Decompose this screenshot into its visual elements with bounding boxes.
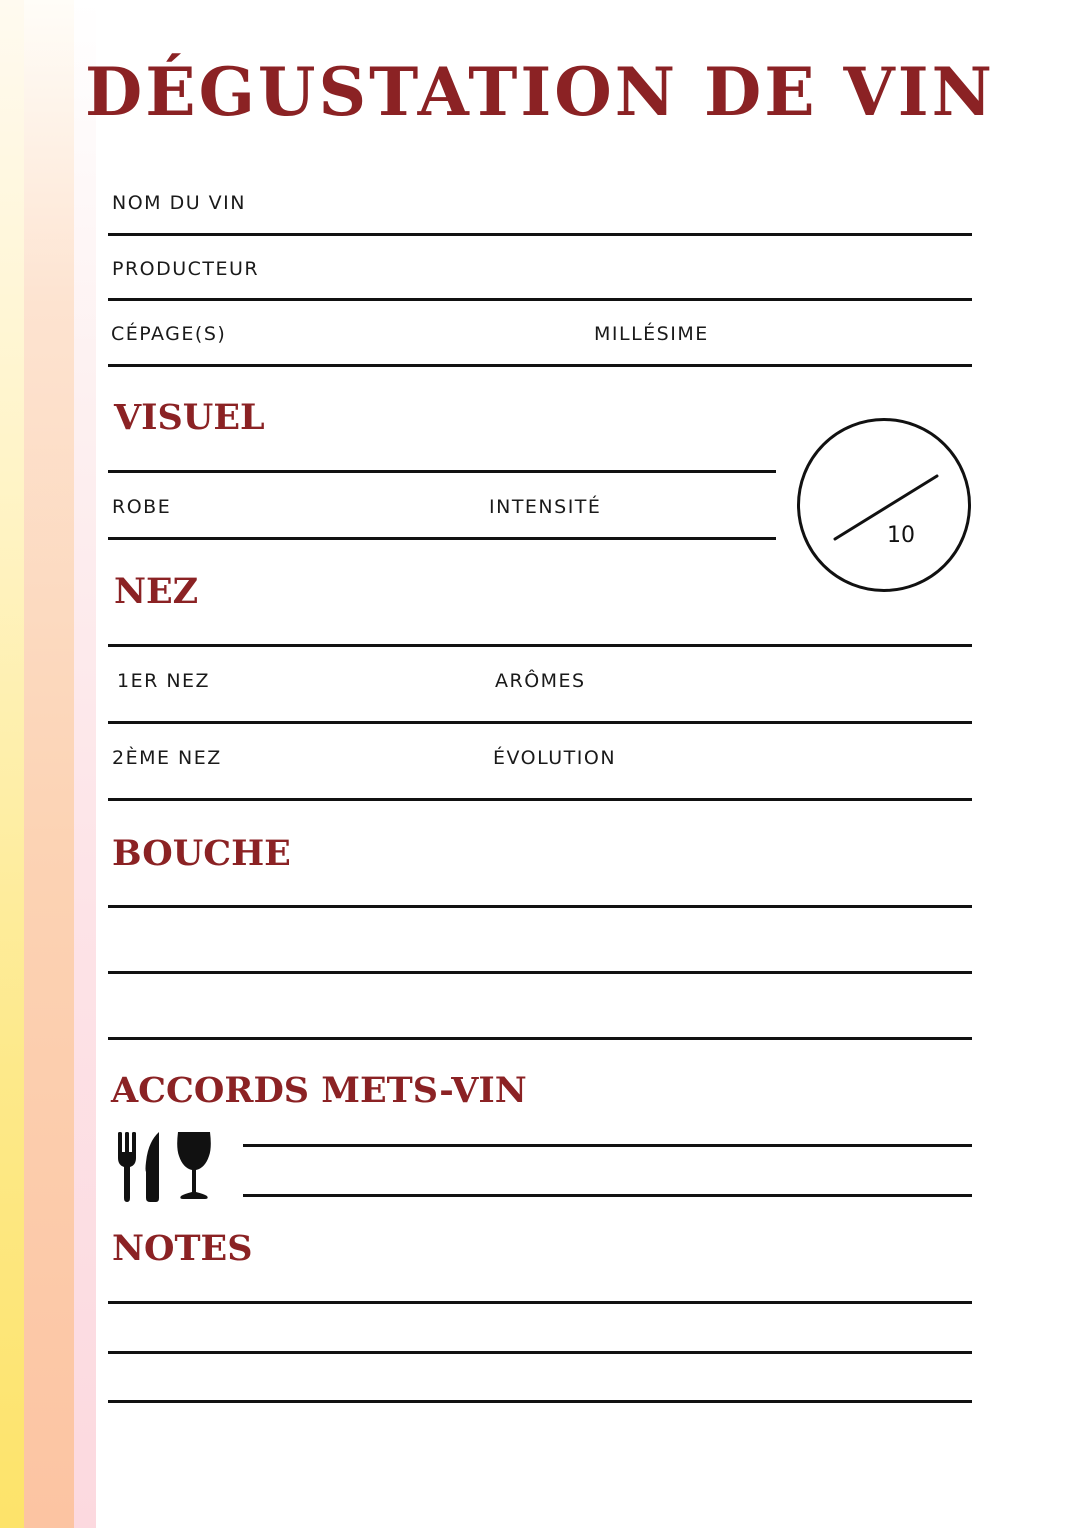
page-title: DÉGUSTATION DE VIN	[85, 53, 995, 131]
accords-line-1[interactable]	[243, 1144, 972, 1147]
cepages-millesime-line[interactable]	[108, 364, 972, 367]
notes-line-1[interactable]	[108, 1301, 972, 1304]
accords-icons	[116, 1132, 216, 1208]
deuxieme-nez-label: 2ÈME NEZ	[112, 747, 222, 769]
score-circle[interactable]	[797, 418, 971, 592]
decor-stripe-pink	[74, 0, 96, 1528]
millesime-label: MILLÉSIME	[594, 323, 709, 345]
premier-nez-label: 1ER NEZ	[117, 670, 211, 692]
visuel-heading: VISUEL	[114, 397, 265, 438]
aromes-label: ARÔMES	[495, 670, 586, 692]
visuel-line[interactable]	[108, 470, 776, 473]
notes-heading: NOTES	[112, 1228, 253, 1269]
decor-stripe-peach	[24, 0, 74, 1528]
accords-line-2[interactable]	[243, 1194, 972, 1197]
producteur-label: PRODUCTEUR	[112, 258, 260, 280]
nez-heading: NEZ	[114, 571, 199, 612]
score-slash-icon	[800, 421, 968, 589]
nom-du-vin-label: NOM DU VIN	[112, 192, 246, 214]
intensite-label: INTENSITÉ	[489, 496, 602, 518]
bouche-line-2[interactable]	[108, 971, 972, 974]
producteur-line[interactable]	[108, 298, 972, 301]
decor-stripe-yellow	[0, 0, 24, 1528]
nez-line[interactable]	[108, 644, 972, 647]
accords-heading: ACCORDS METS-VIN	[111, 1070, 527, 1111]
fork-icon	[118, 1132, 136, 1202]
premier-nez-line[interactable]	[108, 721, 972, 724]
bouche-line-3[interactable]	[108, 1037, 972, 1040]
notes-line-2[interactable]	[108, 1351, 972, 1354]
deuxieme-nez-line[interactable]	[108, 798, 972, 801]
robe-intensite-line[interactable]	[108, 537, 776, 540]
nom-du-vin-line[interactable]	[108, 233, 972, 236]
bouche-line-1[interactable]	[108, 905, 972, 908]
score-max: 10	[887, 523, 915, 548]
robe-label: ROBE	[112, 496, 172, 518]
notes-line-3[interactable]	[108, 1400, 972, 1403]
evolution-label: ÉVOLUTION	[493, 747, 617, 769]
cepages-label: CÉPAGE(S)	[111, 323, 227, 345]
bouche-heading: BOUCHE	[112, 833, 291, 874]
knife-icon	[146, 1132, 160, 1202]
wine-glass-icon	[177, 1132, 211, 1199]
